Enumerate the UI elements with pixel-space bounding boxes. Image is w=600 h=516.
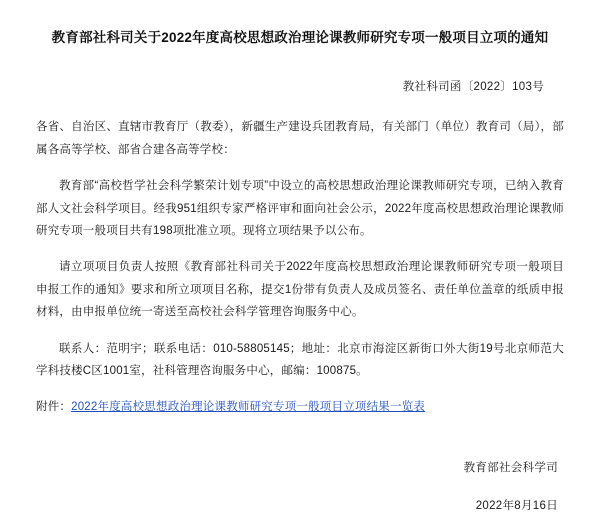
attachment-link[interactable]: 2022年度高校思想政治理论课教师研究专项一般项目立项结果一览表 <box>71 401 426 414</box>
attachment-label: 附件： <box>36 401 72 414</box>
document-date: 2022年8月16日 <box>475 499 558 512</box>
attachment-row <box>36 396 564 418</box>
paragraph-requirements: 请立项项目负责人按照《教育部社科司关于2022年度高校思想政治理论课教师研究专项一般项目申报工作的通知》要求和所立项项目名称，提交1份带有负责人及成员签名、责任单位盖章的纸质申报材料，由申报单位统一寄送至高校社会科学管理咨询服务中心。 <box>36 261 564 319</box>
paragraph-recipients: 各省、自治区、直辖市教育厅（教委），新疆生产建设兵团教育局，有关部门（单位）教育司（局），部属各高等学校、部省合建各高等学校： <box>36 121 564 156</box>
paragraph-contact: 联系人：范明宇；联系电话：010-58805145；地址：北京市海淀区新街口外大街19号北京师范大学科技楼C区1001室，社科管理咨询服务中心，邮编：100875。 <box>36 342 564 378</box>
document-body <box>36 116 564 382</box>
paragraph-background: 教育部“高校哲学社会科学繁荣计划专项”中设立的高校思想政治理论课教师研究专项，已纳入教育部人文社会科学项目。经我951组织专家严格评审和面向社会公示，2022年度高校思想政治理论课教师研究专项一般项目共有198项批准立项。现将立项结果予以公布。 <box>36 180 564 237</box>
page-title: 教育部社科司关于2022年度高校思想政治理论课教师研究专项一般项目立项的通知 <box>51 30 549 45</box>
document-signer: 教育部社会科学司 <box>463 461 558 474</box>
document-number: 教社科司函〔2022〕103号 <box>402 81 544 94</box>
